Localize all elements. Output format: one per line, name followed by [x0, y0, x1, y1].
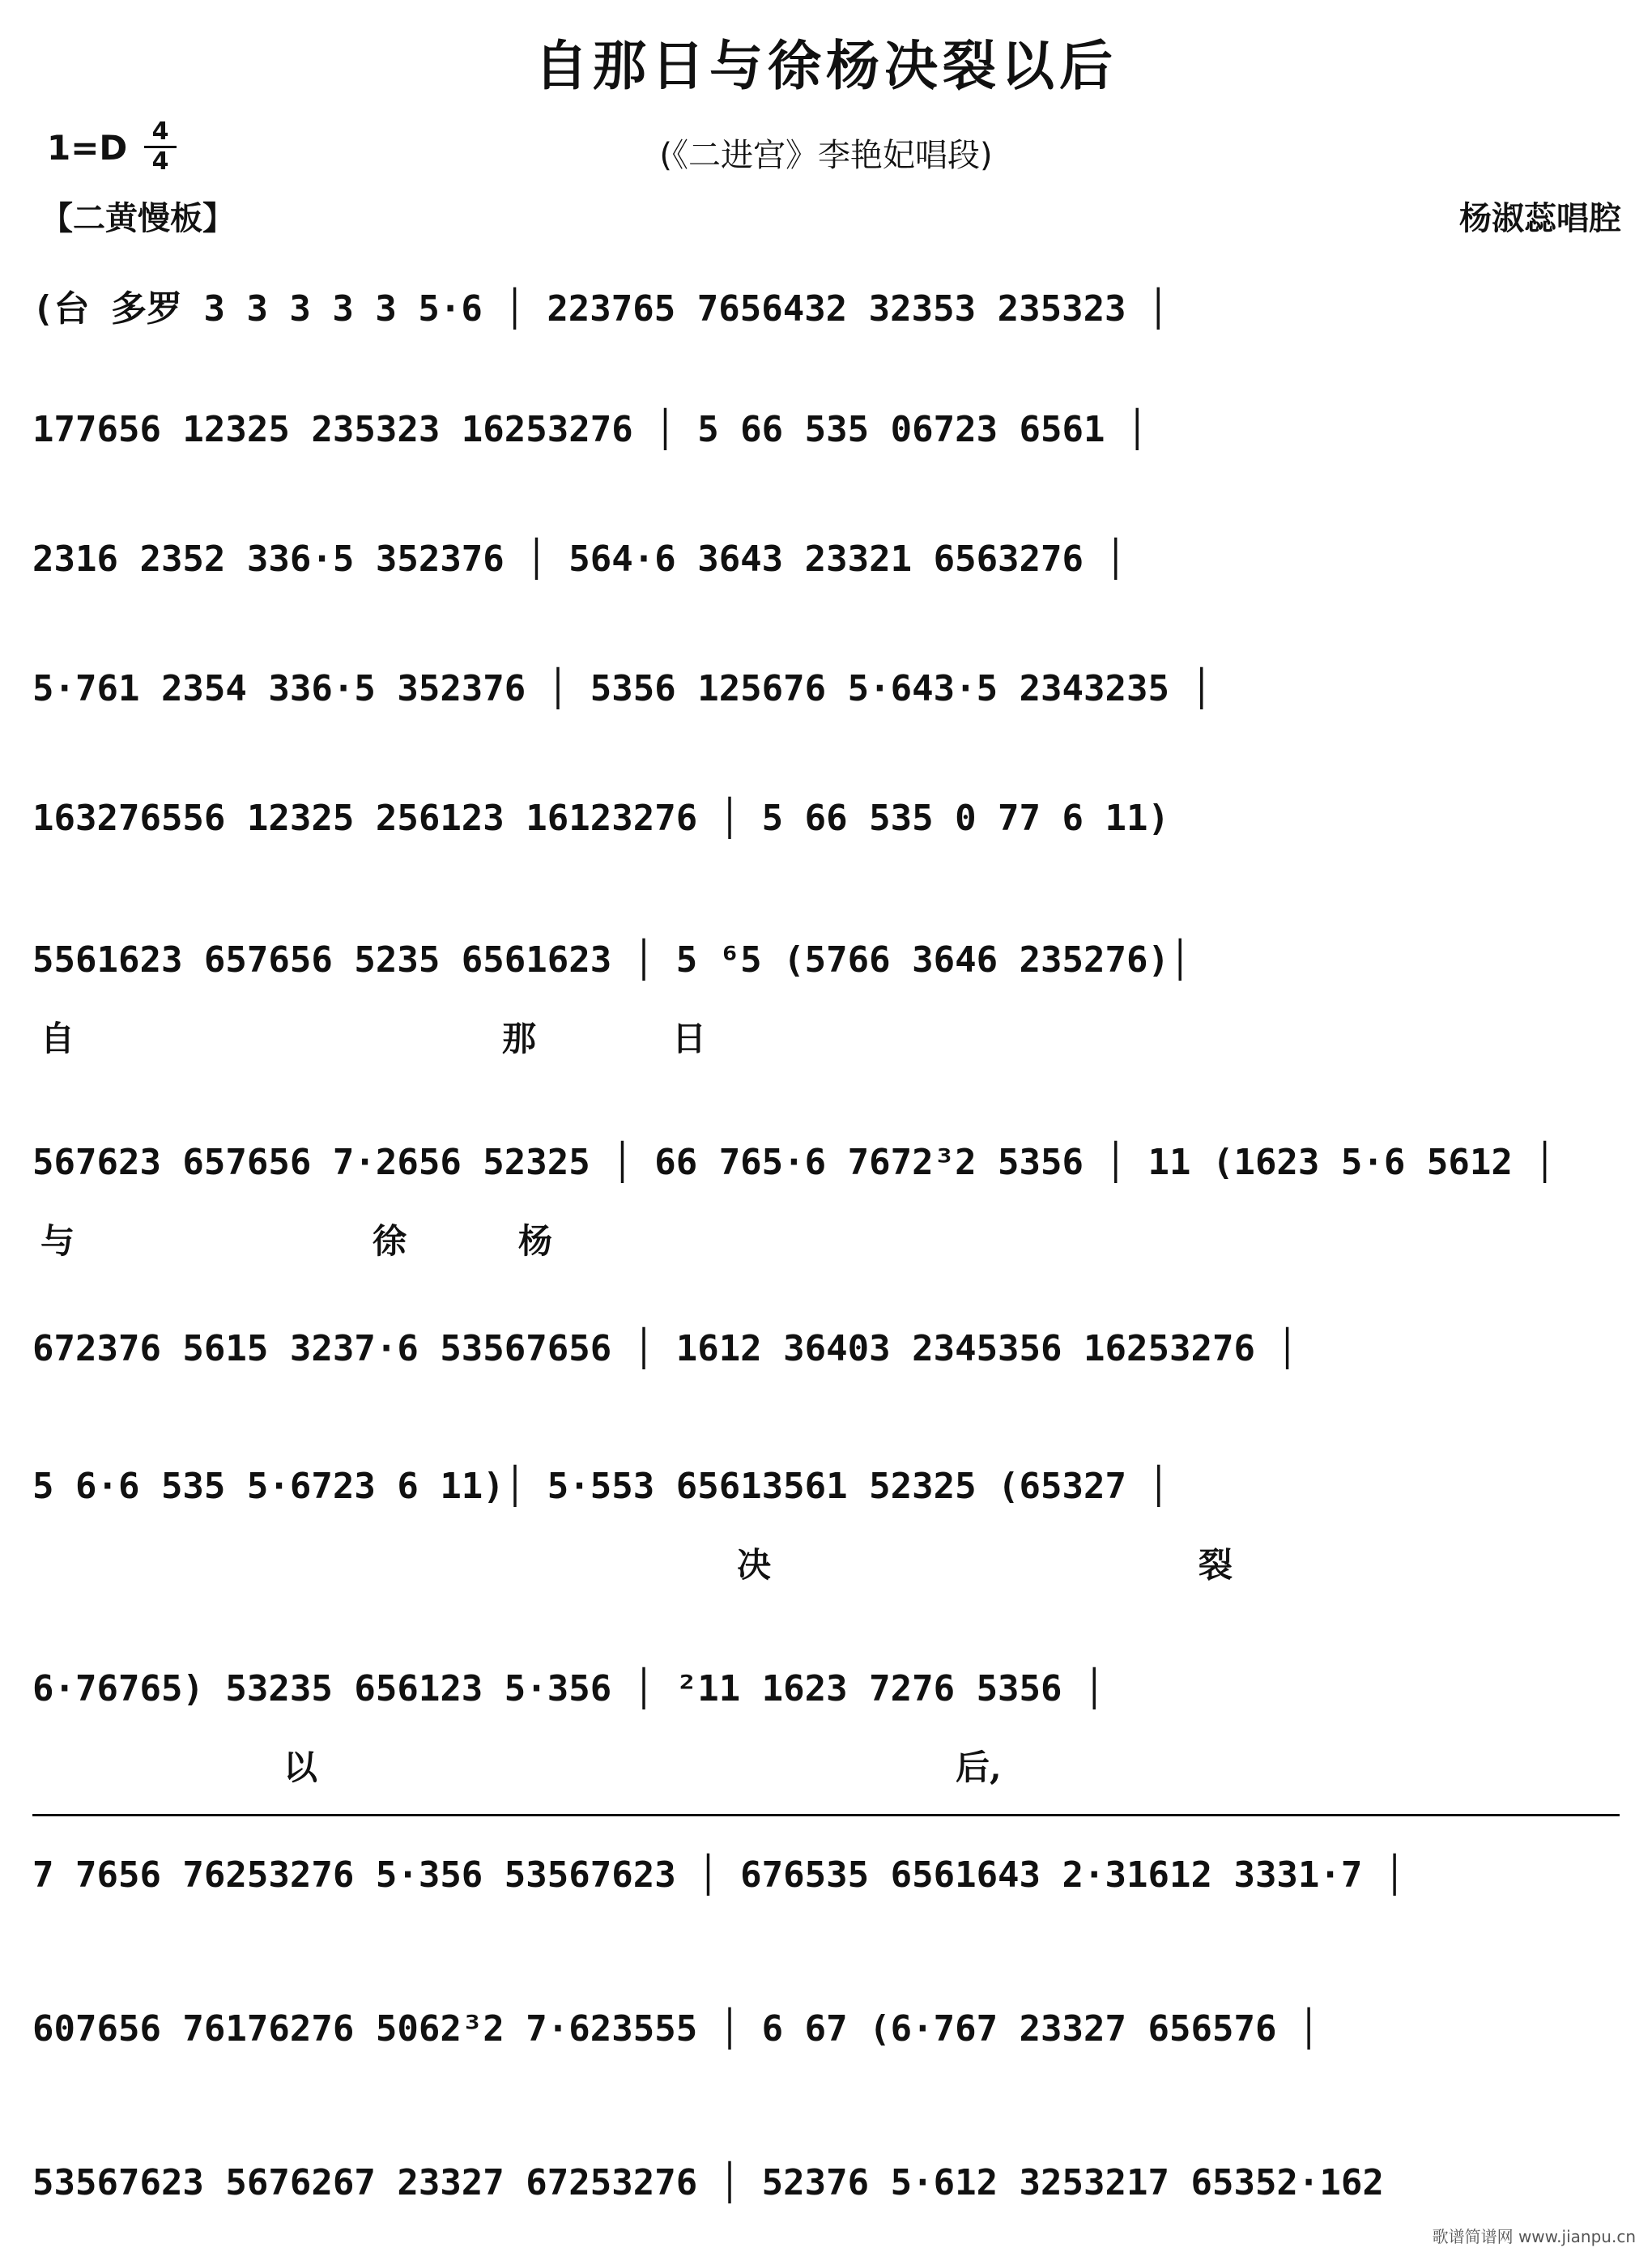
lyric-word: 那	[502, 1019, 537, 1058]
lyric-word: 决	[737, 1545, 772, 1585]
notation-line: (台 多罗 3 3 3 3 3 5·6 │ 223765 7656432 32353 235323 │	[32, 288, 1169, 330]
watermark: 歌谱简谱网 www.jianpu.cn	[1432, 2227, 1636, 2246]
notation-line: 672376 5615 3237·6 53567656 │ 1612 36403 2345356 16253276 │	[32, 1328, 1298, 1369]
singer-credit: 杨淑蕊唱腔	[1459, 200, 1621, 237]
lyrics-line	[32, 1539, 1620, 1587]
notation-line: 5561623 657656 5235 6561623 │ 5 ⁶5 (5766 3646 235276)│	[32, 939, 1191, 981]
notation-line: 6·76765) 53235 656123 5·356 │ ²11 1623 7276 5356 │	[32, 1668, 1105, 1709]
notation-line: 177656 12325 235323 16253276 │ 5 66 535 06723 6561 │	[32, 409, 1148, 450]
subtitle: (《二进宫》李艳妃唱段)	[659, 137, 993, 174]
lyrics-line	[32, 1741, 1620, 1790]
lyric-word: 杨	[518, 1221, 553, 1261]
notation-line: 2316 2352 336·5 352376 │ 564·6 3643 23321 6563276 │	[32, 539, 1127, 580]
lyric-word: 自	[40, 1019, 75, 1058]
notation-line: 607656 76176276 5062³2 7·623555 │ 6 67 (6·767 23327 656576 │	[32, 2008, 1320, 2050]
lyrics-line	[32, 1012, 1620, 1061]
notation-line: 5 6·6 535 5·6723 6 11)│ 5·553 65613561 52325 (65327 │	[32, 1466, 1169, 1507]
notation-line: 567623 657656 7·2656 52325 │ 66 765·6 7672³2 5356 │ 11 (1623 5·6 5612 │	[32, 1142, 1556, 1183]
notation-line: 5·761 2354 336·5 352376 │ 5356 125676 5·643·5 2343235 │	[32, 668, 1212, 709]
meter-bottom: 4	[144, 146, 177, 176]
key-signature: 1=D	[47, 128, 128, 168]
notation-line: 163276556 12325 256123 16123276 │ 5 66 535 0 77 6 11)	[32, 798, 1169, 839]
notation-line: 7 7656 76253276 5·356 53567623 │ 676535 6561643 2·31612 3331·7 │	[32, 1854, 1406, 1896]
lyric-word: 日	[672, 1019, 707, 1058]
song-title: 自那日与徐杨决裂以后	[534, 34, 1118, 97]
lyric-word: 裂	[1199, 1545, 1233, 1585]
section-divider	[32, 1814, 1620, 1816]
meter-top: 4	[151, 117, 169, 146]
lyric-word: 徐	[373, 1221, 407, 1261]
lyrics-line	[32, 1215, 1620, 1263]
tempo-marking: 【二黄慢板】	[40, 200, 235, 237]
lyric-word: 与	[40, 1221, 75, 1261]
lyric-word: 后,	[956, 1748, 1002, 1787]
notation-line: 53567623 5676267 23327 67253276 │ 52376 5·612 3253217 65352·162	[32, 2162, 1384, 2203]
lyric-word: 以	[283, 1748, 318, 1787]
